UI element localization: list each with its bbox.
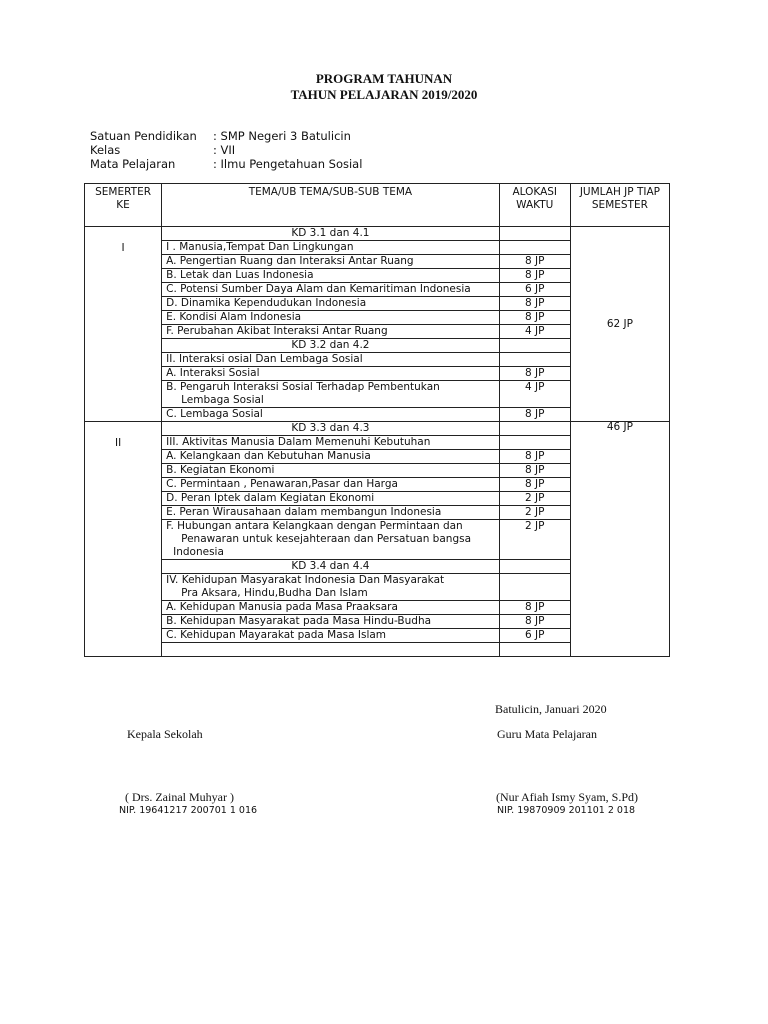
jp-cell: 6 JP bbox=[499, 283, 570, 297]
jp-cell: 8 JP bbox=[499, 367, 570, 381]
jp-cell bbox=[499, 560, 570, 574]
principal-name: ( Drs. Zainal Muhyar ) bbox=[125, 790, 234, 804]
teacher-name: (Nur Afiah Ismy Syam, S.Pd) bbox=[496, 790, 638, 804]
jp-cell bbox=[499, 422, 570, 436]
jp-cell: 8 JP bbox=[499, 311, 570, 325]
tema-text-continued: Penawaran untuk kesejahteraan dan Persatuan bangsa bbox=[181, 533, 472, 545]
tema-text-continued: Lembaga Sosial bbox=[181, 394, 264, 406]
tema-cell: C. Kehidupan Mayarakat pada Masa Islam bbox=[162, 629, 500, 643]
jp-cell: 8 JP bbox=[499, 408, 570, 422]
place-date: Batulicin, Januari 2020 bbox=[495, 702, 607, 716]
tema-cell: II. Interaksi osial Dan Lembaga Sosial bbox=[162, 353, 500, 367]
jp-cell bbox=[499, 643, 570, 657]
teacher-nip: NIP. 19870909 201101 2 018 bbox=[497, 805, 636, 816]
tema-cell: B. Kegiatan Ekonomi bbox=[162, 464, 500, 478]
jp-cell: 8 JP bbox=[499, 255, 570, 269]
tema-text: F. Hubungan antara Kelangkaan dengan Permintaan dan bbox=[166, 520, 463, 532]
info-row-mapel bbox=[90, 157, 362, 171]
kd-cell: KD 3.4 dan 4.4 bbox=[162, 560, 500, 574]
tema-text-continued: Pra Aksara, Hindu,Budha Dan Islam bbox=[181, 587, 368, 599]
jp-cell: 8 JP bbox=[499, 269, 570, 283]
jp-cell bbox=[499, 353, 570, 367]
jp-cell: 8 JP bbox=[499, 450, 570, 464]
semester-label: I bbox=[121, 242, 125, 254]
jp-cell bbox=[499, 574, 570, 601]
tema-text-continued: Indonesia bbox=[173, 546, 224, 558]
semester-total-value: 46 JP bbox=[606, 421, 633, 433]
tema-cell: B. Letak dan Luas Indonesia bbox=[162, 269, 500, 283]
info-label: Satuan Pendidikan bbox=[90, 129, 197, 143]
semester-total bbox=[570, 422, 669, 657]
jp-cell bbox=[499, 436, 570, 450]
tema-cell: F. Perubahan Akibat Interaksi Antar Ruang bbox=[162, 325, 500, 339]
jp-cell: 4 JP bbox=[499, 381, 570, 408]
tema-cell: I . Manusia,Tempat Dan Lingkungan bbox=[162, 241, 500, 255]
info-value: : Ilmu Pengetahuan Sosial bbox=[213, 157, 363, 171]
jp-cell: 6 JP bbox=[499, 629, 570, 643]
header-alokasi: ALOKASI WAKTU bbox=[499, 184, 570, 227]
program-table bbox=[84, 183, 670, 657]
jp-cell: 8 JP bbox=[499, 464, 570, 478]
header-semester: SEMERTER KE bbox=[85, 184, 162, 227]
tema-cell: D. Peran Iptek dalam Kegiatan Ekonomi bbox=[162, 492, 500, 506]
document-title: PROGRAM TAHUNAN bbox=[315, 71, 453, 86]
info-value: : SMP Negeri 3 Batulicin bbox=[213, 129, 351, 143]
tema-cell: A. Kelangkaan dan Kebutuhan Manusia bbox=[162, 450, 500, 464]
tema-cell bbox=[162, 574, 500, 601]
info-label: Mata Pelajaran bbox=[90, 157, 176, 171]
tema-cell: B. Kehidupan Masyarakat pada Masa Hindu-Budha bbox=[162, 615, 500, 629]
tema-text: C. Potensi Sumber Daya Alam dan Kemaritiman Indonesia bbox=[166, 283, 471, 295]
tema-cell: D. Dinamika Kependudukan Indonesia bbox=[162, 297, 500, 311]
semester-label: II bbox=[115, 437, 122, 449]
tema-cell: A. Kehidupan Manusia pada Masa Praaksara bbox=[162, 601, 500, 615]
jp-cell: 8 JP bbox=[499, 601, 570, 615]
document-subtitle: TAHUN PELAJARAN 2019/2020 bbox=[290, 87, 478, 102]
identity-info bbox=[90, 129, 362, 171]
jp-cell: 4 JP bbox=[499, 325, 570, 339]
jp-cell: 2 JP bbox=[499, 506, 570, 520]
tema-cell: E. Peran Wirausahaan dalam membangun Indonesia bbox=[162, 506, 500, 520]
jp-cell: 8 JP bbox=[499, 297, 570, 311]
jp-cell bbox=[499, 241, 570, 255]
principal-nip: NIP. 19641217 200701 1 016 bbox=[119, 805, 258, 816]
info-label: Kelas bbox=[90, 143, 121, 157]
header-tema: TEMA/UB TEMA/SUB-SUB TEMA bbox=[162, 184, 500, 227]
tema-cell bbox=[162, 283, 500, 297]
tema-cell bbox=[162, 381, 500, 408]
table-header-row bbox=[85, 184, 670, 227]
semester-total: 62 JP bbox=[570, 227, 669, 422]
jp-cell: 2 JP bbox=[499, 520, 570, 560]
jp-cell: 8 JP bbox=[499, 478, 570, 492]
tema-cell: C. Lembaga Sosial bbox=[162, 408, 500, 422]
jp-cell bbox=[499, 339, 570, 353]
semester-cell bbox=[85, 422, 162, 657]
kd-cell: KD 3.2 dan 4.2 bbox=[162, 339, 500, 353]
tema-text: B. Pengaruh Interaksi Sosial Terhadap Pembentukan bbox=[166, 381, 440, 393]
table-row bbox=[85, 422, 670, 436]
info-value: : VII bbox=[213, 143, 236, 157]
tema-cell bbox=[162, 643, 500, 657]
tema-cell: E. Kondisi Alam Indonesia bbox=[162, 311, 500, 325]
header-jumlah: JUMLAH JP TIAP SEMESTER bbox=[570, 184, 669, 227]
principal-role: Kepala Sekolah bbox=[127, 727, 203, 741]
jp-cell: 2 JP bbox=[499, 492, 570, 506]
info-row-satuan bbox=[90, 129, 362, 143]
table-row bbox=[85, 227, 670, 241]
jp-cell bbox=[499, 227, 570, 241]
kd-cell: KD 3.3 dan 4.3 bbox=[162, 422, 500, 436]
tema-text: IV. Kehidupan Masyarakat Indonesia Dan Masyarakat bbox=[166, 574, 445, 586]
semester-cell bbox=[85, 227, 162, 422]
tema-cell: A. Interaksi Sosial bbox=[162, 367, 500, 381]
document-title-block bbox=[0, 71, 768, 103]
kd-cell: KD 3.1 dan 4.1 bbox=[162, 227, 500, 241]
jp-cell: 8 JP bbox=[499, 615, 570, 629]
tema-cell: A. Pengertian Ruang dan Interaksi Antar Ruang bbox=[162, 255, 500, 269]
tema-cell bbox=[162, 520, 500, 560]
teacher-role: Guru Mata Pelajaran bbox=[497, 727, 597, 741]
tema-cell: C. Permintaan , Penawaran,Pasar dan Harga bbox=[162, 478, 500, 492]
tema-cell: III. Aktivitas Manusia Dalam Memenuhi Kebutuhan bbox=[162, 436, 500, 450]
info-row-kelas bbox=[90, 143, 362, 157]
